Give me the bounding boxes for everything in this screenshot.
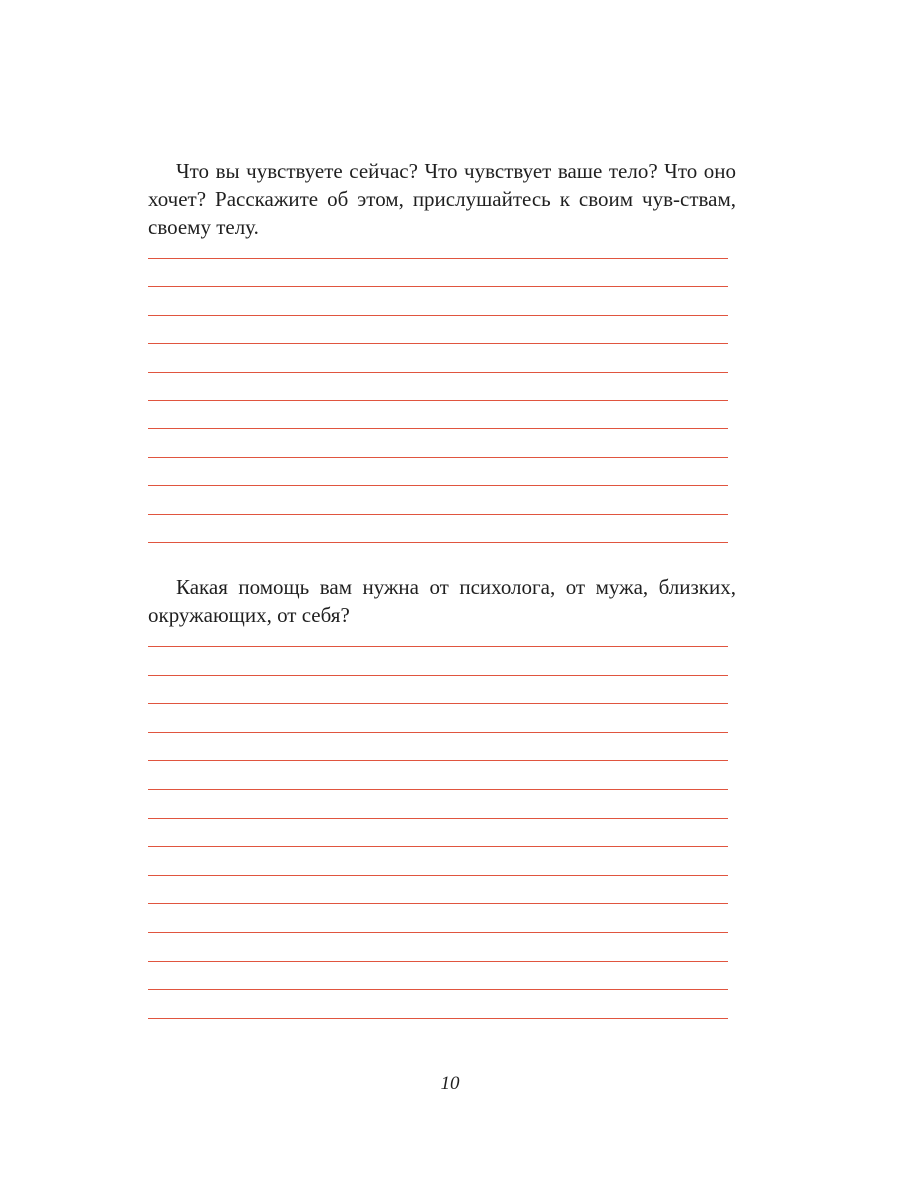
answer-line[interactable]: [148, 400, 728, 401]
answer-line[interactable]: [148, 732, 728, 733]
answer-line[interactable]: [148, 818, 728, 819]
answer-line[interactable]: [148, 343, 728, 344]
answer-line[interactable]: [148, 932, 728, 933]
answer-line[interactable]: [148, 646, 728, 647]
answer-line[interactable]: [148, 989, 728, 990]
answer-line[interactable]: [148, 542, 728, 543]
answer-line[interactable]: [148, 286, 728, 287]
question-1-answer-lines[interactable]: [148, 258, 728, 544]
answer-line[interactable]: [148, 457, 728, 458]
answer-line[interactable]: [148, 846, 728, 847]
answer-line[interactable]: [148, 903, 728, 904]
answer-line[interactable]: [148, 675, 728, 676]
answer-line[interactable]: [148, 372, 728, 373]
page-number: 10: [440, 1073, 460, 1094]
answer-line[interactable]: [148, 428, 728, 429]
answer-line[interactable]: [148, 485, 728, 486]
answer-line[interactable]: [148, 789, 728, 790]
question-2-answer-lines[interactable]: [148, 646, 728, 1020]
question-2-text: Какая помощь вам нужна от психолога, от мужа, близких, окружающих, от себя?: [148, 575, 736, 627]
answer-line[interactable]: [148, 514, 728, 515]
answer-line[interactable]: [148, 760, 728, 761]
answer-line[interactable]: [148, 703, 728, 704]
answer-line[interactable]: [148, 875, 728, 876]
answer-line[interactable]: [148, 1018, 728, 1019]
answer-line[interactable]: [148, 258, 728, 259]
answer-line[interactable]: [148, 315, 728, 316]
answer-line[interactable]: [148, 961, 728, 962]
question-1-text: Что вы чувствуете сейчас? Что чувствует ваше тело? Что оно хочет? Расскажите об этом, прислушайтесь к своим чув-ствам, своему телу.: [148, 159, 736, 239]
